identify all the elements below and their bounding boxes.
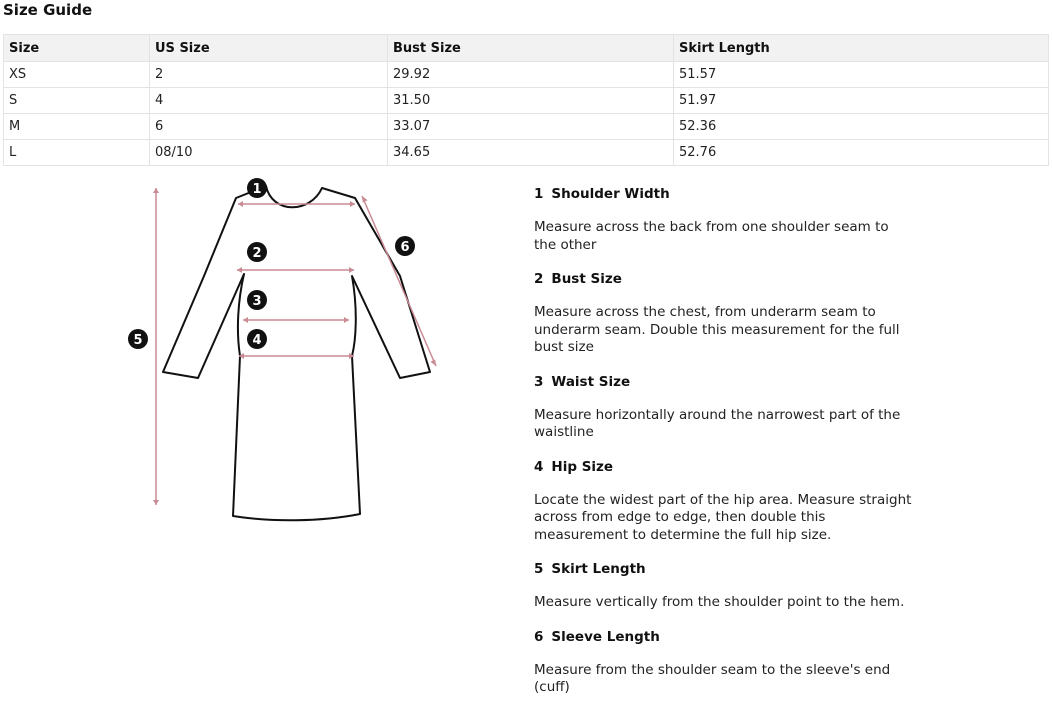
marker-2	[247, 242, 267, 262]
column-header-skirt-length: Skirt Length	[674, 35, 1049, 62]
table-cell: 4	[150, 88, 388, 114]
table-cell: 31.50	[388, 88, 674, 114]
guide-item-shoulder-width	[534, 185, 914, 254]
guide-number: 6	[534, 628, 544, 645]
guide-number: 5	[534, 561, 544, 577]
table-cell: 51.57	[674, 62, 1049, 88]
table-cell: 52.76	[674, 140, 1049, 166]
marker-1-label: 1	[252, 182, 262, 197]
table-cell: 6	[150, 114, 388, 140]
guide-title: Bust Size	[551, 271, 622, 287]
measurement-lines	[153, 188, 436, 505]
guide-description: Measure horizontally around the narrowest part of the waistline	[534, 406, 901, 440]
guide-number: 4	[534, 458, 544, 475]
guide-item-skirt-length	[534, 560, 914, 612]
table-cell: 52.36	[674, 114, 1049, 140]
marker-6-label: 6	[400, 240, 410, 255]
guide-description: Measure across the chest, from underarm seam to underarm seam. Double this measurement for the full bust size	[534, 304, 900, 355]
page-title: Size Guide	[3, 1, 93, 19]
marker-1	[247, 178, 267, 198]
guide-title: Skirt Length	[551, 561, 646, 577]
table-row	[4, 140, 1049, 166]
marker-4-label: 4	[252, 333, 262, 348]
guide-number: 2	[534, 271, 544, 287]
table-row	[4, 62, 1049, 88]
measurement-guide	[534, 185, 914, 713]
guide-description: Locate the widest part of the hip area. Measure straight across from edge to edge, then double this measurement to determine the full hip size.	[534, 491, 912, 543]
table-row	[4, 114, 1049, 140]
guide-description: Measure across the back from one shoulder seam to the other	[534, 219, 889, 253]
guide-heading	[534, 373, 914, 391]
table-cell: 51.97	[674, 88, 1049, 114]
table-cell: 08/10	[150, 140, 388, 166]
guide-item-waist-size	[534, 373, 914, 442]
guide-number: 1	[534, 186, 544, 202]
column-header-bust-size: Bust Size	[388, 35, 674, 62]
table-cell: 34.65	[388, 140, 674, 166]
column-header-us-size: US Size	[150, 35, 388, 62]
table-cell: S	[4, 88, 150, 114]
table-cell: 33.07	[388, 114, 674, 140]
marker-5-label: 5	[133, 333, 143, 348]
guide-description: Measure from the shoulder seam to the sleeve's end (cuff)	[534, 661, 891, 695]
guide-title: Hip Size	[551, 458, 614, 475]
table-cell: M	[4, 114, 150, 140]
table-header-row	[4, 35, 1049, 62]
table-cell: 2	[150, 62, 388, 88]
guide-number: 3	[534, 373, 544, 390]
table-cell: L	[4, 140, 150, 166]
table-cell: 29.92	[388, 62, 674, 88]
guide-title: Sleeve Length	[551, 628, 660, 645]
guide-heading	[534, 270, 914, 288]
guide-heading	[534, 628, 914, 646]
marker-2-label: 2	[252, 246, 262, 261]
guide-item-bust-size	[534, 270, 914, 357]
guide-item-hip-size	[534, 458, 914, 545]
guide-description: Measure vertically from the shoulder point to the hem.	[534, 594, 905, 610]
column-header-size: Size	[4, 35, 150, 62]
table-row	[4, 88, 1049, 114]
dress-outline	[163, 186, 430, 520]
marker-3-label: 3	[252, 294, 262, 309]
guide-heading	[534, 185, 914, 203]
marker-3	[247, 290, 267, 310]
guide-item-sleeve-length	[534, 628, 914, 697]
marker-6	[395, 236, 415, 256]
guide-heading	[534, 458, 914, 476]
dress-measurement-diagram	[120, 172, 460, 532]
size-table	[3, 34, 1049, 166]
marker-5	[128, 329, 148, 349]
table-cell: XS	[4, 62, 150, 88]
guide-title: Waist Size	[551, 373, 631, 390]
guide-title: Shoulder Width	[551, 186, 670, 202]
marker-4	[247, 329, 267, 349]
guide-heading	[534, 560, 914, 578]
